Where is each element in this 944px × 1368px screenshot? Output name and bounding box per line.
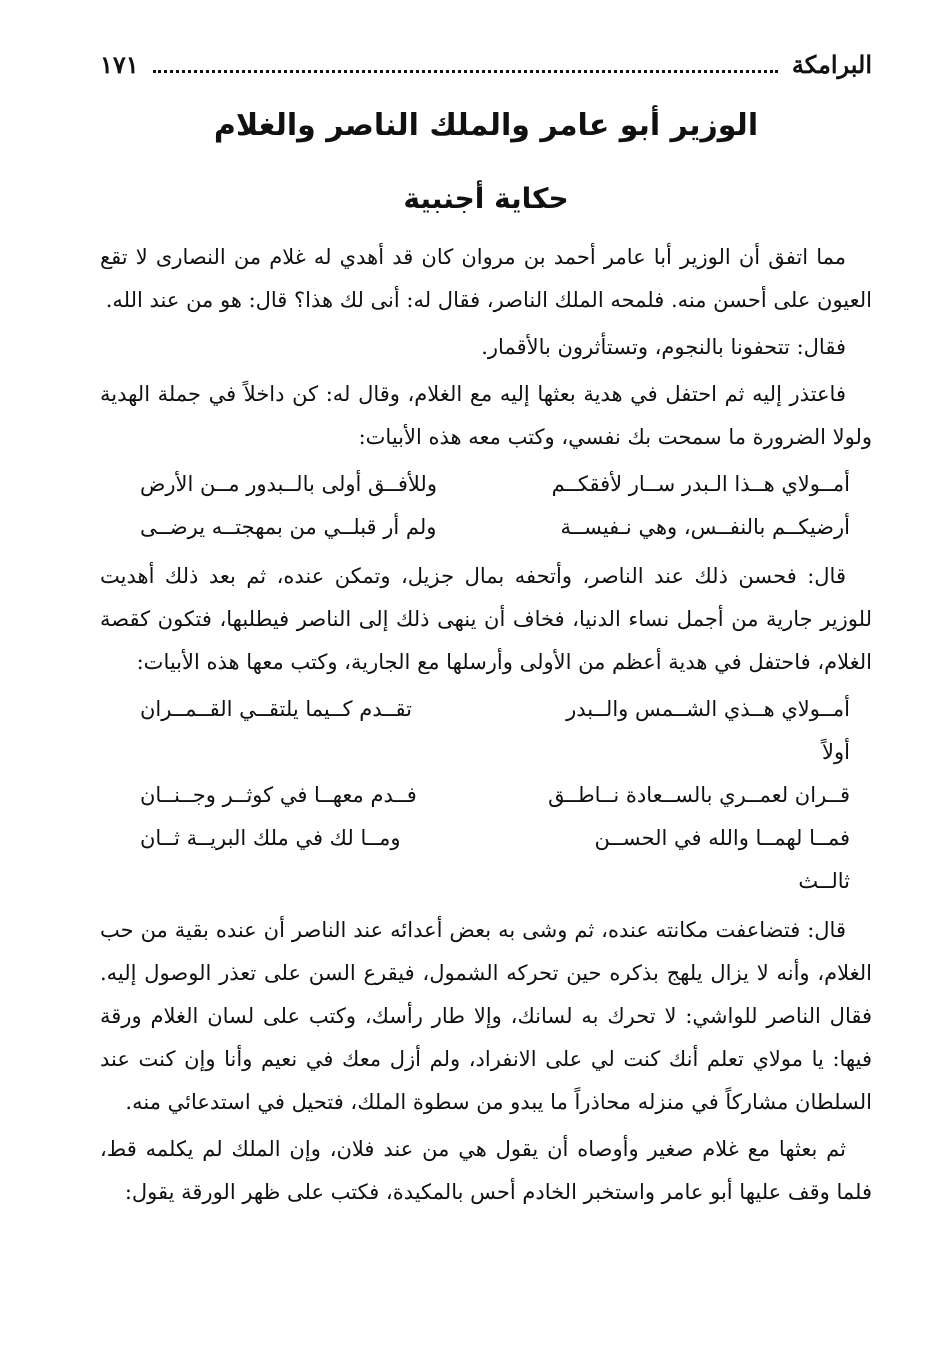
verse-first-hemistich: فمــا لهمــا والله في الحســن ثالــث (594, 826, 850, 893)
verse-line (100, 506, 872, 549)
verse-first-hemistich: قــران لعمــري بالســعادة نــاطــق (548, 783, 850, 807)
poem-1 (100, 463, 872, 549)
paragraph-1: مما اتفق أن الوزير أبا عامر أحمد بن مروان كان قد أهدي له غلام من النصارى لا تقع العيون على أحسن منه. فلمحه الملك الناصر، فقال له: أنى لك هذا؟ قال: هو من عند الله. (100, 245, 872, 312)
verse-first-hemistich: أرضيكــم بالنفــس، وهي نـفيســة (560, 515, 850, 539)
paragraph-3: فاعتذر إليه ثم احتفل في هدية بعثها إليه مع الغلام، وقال له: كن داخلاً في جملة الهدية ولولا الضرورة ما سمحت بك نفسي، وكتب معه هذه الأبيات: (100, 382, 872, 449)
verse-line (100, 688, 872, 774)
paragraph-6: ثم بعثها مع غلام صغير وأوصاه أن يقول هي من عند فلان، وإن الملك لم يكلمه قط، فلما وقف عليها أبو عامر واستخبر الخادم أحس بالمكيدة، فكتب على ظهر الورقة يقول: (100, 1137, 872, 1204)
header-dotted-leader (153, 56, 778, 73)
verse-first-hemistich: أمــولاي هــذي الشــمس والــبدر أولاً (566, 697, 850, 764)
paragraph-4: قال: فحسن ذلك عند الناصر، وأتحفه بمال جزيل، وتمكن عنده، ثم بعد ذلك أهديت للوزير جارية من أجمل نساء الدنيا، فخاف أن ينهى ذلك إلى الناصر فيطلبها، فتكون كقصة الغلام، فاحتفل في هدية أعظم من الأولى وأرسلها مع الجارية، وكتب معها هذه الأبيات: (100, 564, 872, 674)
verse-line (100, 774, 872, 817)
verse-second-hemistich: ولم أر قبلــي من بمهجتــه يرضــى (140, 515, 437, 539)
verse-line (100, 817, 872, 903)
verse-second-hemistich: ومــا لك في ملك البريــة ثــان (140, 826, 401, 850)
poem-2 (100, 688, 872, 903)
running-header (100, 44, 872, 84)
body-text (100, 236, 872, 1218)
chapter-title: الوزير أبو عامر والملك الناصر والغلام (213, 108, 759, 143)
verse-second-hemistich: وللأفــق أولى بالــبدور مــن الأرض (140, 472, 437, 496)
paragraph-5: قال: فتضاعفت مكانته عنده، ثم وشى به بعض أعدائه عند الناصر أن عنده بقية من حب الغلام، وأنه لا يزال يلهج بذكره حين تحركه الشمول، فيقرع السن على تعذر الوصول إليه. فقال الناصر للواشي: لا تحرك به لسانك، وإلا طار رأسك، وكتب على لسان الغلام ورقة فيها: يا مولاي تعلم أنك كنت لي على الانفراد، ولم أزل معك في نعيم وأنا وإن كنت عند السلطان مشاركاً في منزله محاذراً ما يبدو من سطوة الملك، فتحيل في استدعائي منه. (100, 918, 872, 1114)
running-title: البرامكة (791, 49, 872, 79)
verse-first-hemistich: أمــولاي هــذا الـبدر ســار لأفقكــم (551, 472, 850, 496)
verse-line (100, 463, 872, 506)
chapter-subtitle: حكاية أجنبية (403, 182, 569, 215)
verse-second-hemistich: فــدم معهــا في كوثــر وجــنــان (140, 783, 417, 807)
paragraph-2: فقال: تتحفونا بالنجوم، وتستأثرون بالأقمار. (481, 335, 846, 359)
page-number: ١٧١ (100, 49, 139, 79)
verse-second-hemistich: تقــدم كــيما يلتقــي القــمــران (140, 697, 413, 721)
